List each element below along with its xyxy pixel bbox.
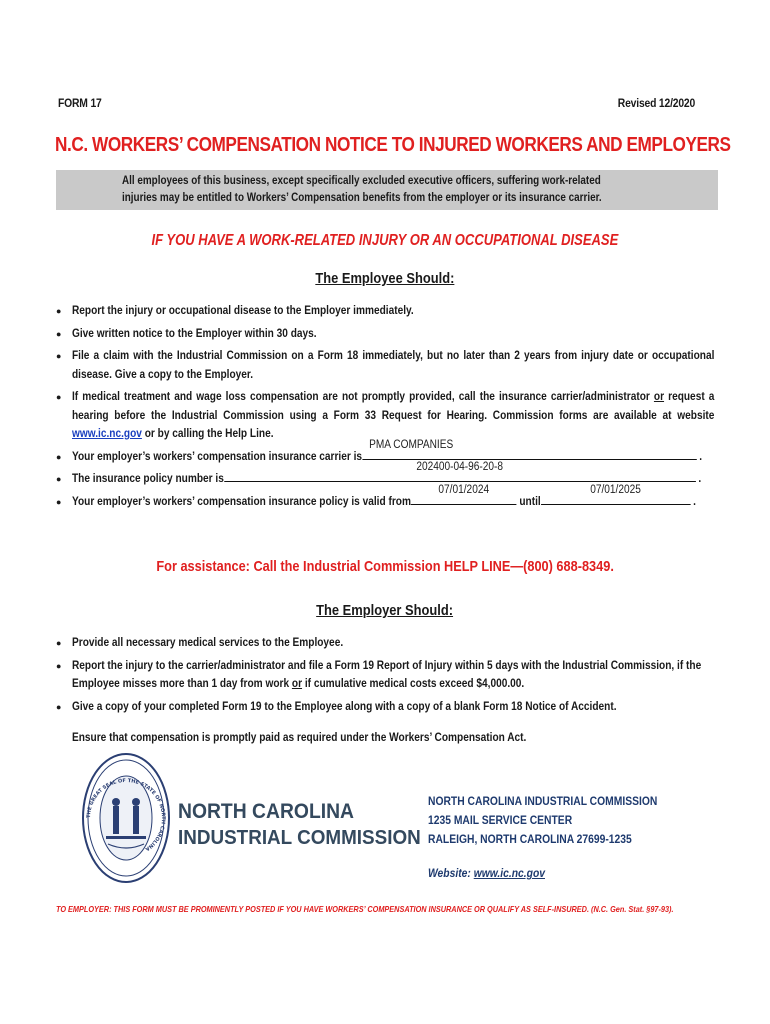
item4-text-a: If medical treatment and wage loss compensation are not promptly provided, call the insurance carrier/administrator (72, 391, 650, 403)
employee-heading-text: The Employee Should: (315, 270, 455, 287)
bullet-icon: ● (56, 451, 62, 462)
bullet-icon: ● (56, 701, 62, 712)
employee-list (56, 302, 716, 511)
bullet-icon: ● (56, 306, 62, 316)
period: . (693, 495, 696, 508)
notice-title (0, 134, 770, 157)
bullet-icon: ● (56, 496, 62, 507)
list-item-text: Provide all necessary medical services to the Employee. (72, 637, 344, 649)
item4-or: or (653, 391, 665, 403)
valid-label: Your employer’s workers’ compensation insurance policy is valid from (72, 495, 411, 508)
employer-heading-text: The Employer Should: (316, 602, 454, 619)
list-item (56, 698, 716, 717)
list-item-text (72, 657, 714, 694)
item4-text-c: or by calling the Help Line. (144, 428, 274, 440)
website-link[interactable]: www.ic.nc.gov (72, 428, 142, 440)
logo-line-1: NORTH CAROLINA (178, 800, 355, 823)
website-line (428, 866, 545, 880)
list-item (56, 325, 716, 344)
bullet-icon: ● (56, 474, 62, 484)
bullet-icon: ● (56, 638, 62, 648)
posting-notice: TO EMPLOYER: THIS FORM MUST BE PROMINENTLY POSTED IF YOU HAVE WORKERS’ COMPENSATION INSURANCE OR QUALIFY AS SELF-INSURED. (N.C. Gen. Stat. §97-93). (56, 904, 674, 914)
list-item (56, 657, 716, 694)
bullet-icon: ● (56, 328, 62, 339)
valid-until-field[interactable] (541, 483, 691, 505)
period: . (699, 450, 703, 463)
intro-line-1: All employees of this business, except specifically excluded executive officers, suffering work-related (122, 175, 601, 187)
form-number: FORM 17 (58, 98, 102, 110)
intro-box (56, 170, 718, 210)
item4-text-b: request a hearing before the Industrial Commission using a Form 33 Request for Hearing. Commission forms are available at website (72, 391, 715, 422)
carrier-label: Your employer’s workers’ compensation insurance carrier is (72, 450, 363, 463)
employer-heading (0, 602, 770, 619)
policy-label: The insurance policy number is (72, 473, 224, 485)
address-name: NORTH CAROLINA INDUSTRIAL COMMISSION (428, 794, 658, 808)
form-header (58, 98, 715, 110)
injury-subtitle (0, 232, 770, 250)
website-label: Website: (428, 866, 471, 880)
state-seal-icon (82, 752, 170, 884)
bullet-icon: ● (56, 392, 62, 402)
compensation-note: Ensure that compensation is promptly paid as required under the Workers’ Compensation Act. (72, 732, 527, 744)
valid-from-value: 07/01/2024 (438, 483, 490, 496)
employer-list (56, 634, 716, 716)
bullet-icon: ● (56, 660, 62, 671)
intro-text (122, 173, 672, 207)
intro-line-2: injuries may be entitled to Workers’ Compensation benefits from the employer or its insurance carrier. (122, 192, 602, 204)
carrier-value: PMA COMPANIES (369, 438, 454, 451)
address-city: RALEIGH, NORTH CAROLINA 27699-1235 (428, 832, 632, 846)
employer-item2-or: or (291, 678, 303, 690)
bullet-icon: ● (56, 351, 62, 361)
list-item-text: Report the injury or occupational disease to the Employer immediately. (72, 305, 414, 317)
valid-until-value: 07/01/2025 (590, 483, 641, 496)
address-street: 1235 MAIL SERVICE CENTER (428, 813, 573, 827)
help-line-text: For assistance: Call the Industrial Commission HELP LINE—(800) 688-8349. (156, 558, 614, 575)
logo-line-2: INDUSTRIAL COMMISSION (178, 826, 421, 849)
notice-title-text: N.C. WORKERS’ COMPENSATION NOTICE TO INJURED WORKERS AND EMPLOYERS (54, 134, 731, 156)
employee-heading (0, 270, 770, 287)
list-item-text: File a claim with the Industrial Commission on a Form 18 immediately, but no later than 2 years from injury date or occupational disease. Give a copy to the Employer. (72, 350, 715, 381)
employer-item2-a: Report the injury to the carrier/administrator and file a Form 19 Report of Injury within 5 days with the Industrial Commission, if the Employee misses more than 1 day from work (72, 659, 702, 690)
website-footer-link[interactable]: www.ic.nc.gov (473, 866, 546, 880)
valid-from-field[interactable] (411, 483, 517, 505)
revision-date: Revised 12/2020 (617, 98, 696, 110)
list-item-text: Give a copy of your completed Form 19 to the Employee along with a copy of a blank Form 18 Notice of Accident. (72, 700, 617, 713)
injury-subtitle-text: IF YOU HAVE A WORK-RELATED INJURY OR AN OCCUPATIONAL DISEASE (151, 232, 619, 249)
period: . (698, 473, 702, 485)
policy-value: 202400-04-96-20-8 (416, 461, 504, 473)
until-label: until (519, 495, 541, 508)
valid-text (72, 483, 714, 512)
commission-logo (178, 800, 442, 850)
employer-item2-b: if cumulative medical costs exceed $4,000.00. (304, 678, 525, 690)
commission-address (428, 792, 695, 849)
list-item (56, 302, 716, 321)
svg-text:THE GREAT SEAL OF THE STATE OF: THE GREAT SEAL OF THE STATE OF NORTH CAROLINA (85, 777, 167, 852)
valid-row (56, 483, 716, 512)
list-item (56, 347, 716, 384)
list-item-text: Give written notice to the Employer within 30 days. (72, 327, 317, 340)
list-item (56, 634, 716, 653)
help-line (0, 558, 770, 575)
